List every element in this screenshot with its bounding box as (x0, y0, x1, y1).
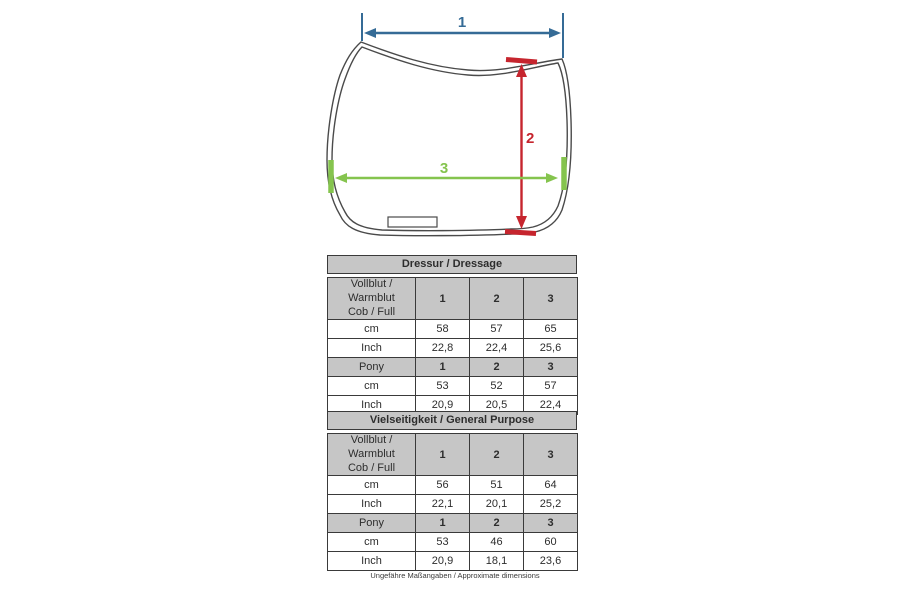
dimension-3-middle-width (331, 157, 564, 193)
row-header-pony: Pony (328, 358, 416, 377)
column-header-1: 1 (416, 278, 470, 320)
corner-line-2: Cob / Full (347, 305, 396, 318)
table-row (328, 377, 578, 396)
column-header-3: 3 (524, 514, 578, 533)
approximate-dimensions-note: Ungefähre Maßangaben / Approximate dimensions (370, 571, 540, 580)
general-purpose-size-table-block (327, 411, 577, 571)
dim2-arrowhead-down (516, 216, 527, 229)
dim1-arrowhead-left (364, 28, 376, 38)
value-cell: 57 (524, 377, 578, 396)
table-title-general-purpose: Vielseitigkeit / General Purpose (327, 411, 577, 430)
dressage-size-table-block (327, 255, 577, 415)
value-cell: 52 (470, 377, 524, 396)
column-header-3: 3 (524, 434, 578, 476)
value-cell: 22,4 (470, 339, 524, 358)
value-cell: 57 (470, 320, 524, 339)
saddle-pad-outline (327, 42, 571, 236)
pad-label-tag (388, 217, 437, 227)
table-row (328, 278, 578, 320)
value-cell: 64 (524, 476, 578, 495)
unit-cell: cm (328, 533, 416, 552)
dim1-label: 1 (457, 14, 467, 31)
unit-cell: cm (328, 320, 416, 339)
saddle-pad-dimension-diagram (0, 0, 900, 250)
value-cell: 46 (470, 533, 524, 552)
column-header-2: 2 (470, 514, 524, 533)
column-header-1: 1 (416, 434, 470, 476)
dim2-label: 2 (526, 130, 535, 147)
dimension-2-drop-height (505, 60, 537, 234)
pad-outline-outer (327, 42, 571, 236)
corner-line-1: Vollblut / Warmblut (348, 434, 395, 460)
column-header-3: 3 (524, 278, 578, 320)
value-cell: 60 (524, 533, 578, 552)
table-row (328, 320, 578, 339)
unit-cell: Inch (328, 552, 416, 571)
value-cell: 65 (524, 320, 578, 339)
table-row (328, 358, 578, 377)
corner-line-1: Vollblut / Warmblut (348, 278, 395, 304)
dim3-label: 3 (439, 160, 449, 177)
column-header-2: 2 (470, 434, 524, 476)
value-cell: 20,1 (470, 495, 524, 514)
unit-cell: cm (328, 377, 416, 396)
row-header-horse-sizes (328, 278, 416, 320)
table-row (328, 476, 578, 495)
column-header-2: 2 (470, 278, 524, 320)
column-header-3: 3 (524, 358, 578, 377)
column-header-1: 1 (416, 514, 470, 533)
table-row (328, 495, 578, 514)
unit-cell: Inch (328, 339, 416, 358)
dim2-top-cap (506, 60, 537, 63)
value-cell: 53 (416, 533, 470, 552)
dim3-arrowhead-left (335, 173, 347, 183)
value-cell: 22,8 (416, 339, 470, 358)
table-row (328, 434, 578, 476)
row-header-horse-sizes (328, 434, 416, 476)
table-row (328, 514, 578, 533)
value-cell: 20,9 (416, 396, 470, 415)
dimension-1-top-width (362, 13, 563, 58)
dim1-arrowhead-right (549, 28, 561, 38)
column-header-2: 2 (470, 358, 524, 377)
corner-line-2: Cob / Full (347, 461, 396, 474)
table-title-dressage: Dressur / Dressage (327, 255, 577, 274)
dim3-arrowhead-right (546, 173, 558, 183)
value-cell: 25,2 (524, 495, 578, 514)
value-cell: 56 (416, 476, 470, 495)
general-purpose-size-table (327, 433, 578, 571)
row-header-pony: Pony (328, 514, 416, 533)
value-cell: 22,4 (524, 396, 578, 415)
unit-cell: cm (328, 476, 416, 495)
value-cell: 22,1 (416, 495, 470, 514)
value-cell: 53 (416, 377, 470, 396)
dim2-bottom-cap (505, 232, 536, 234)
value-cell: 18,1 (470, 552, 524, 571)
dressage-size-table (327, 277, 578, 415)
value-cell: 23,6 (524, 552, 578, 571)
unit-cell: Inch (328, 495, 416, 514)
value-cell: 20,5 (470, 396, 524, 415)
value-cell: 51 (470, 476, 524, 495)
table-row (328, 533, 578, 552)
value-cell: 58 (416, 320, 470, 339)
column-header-1: 1 (416, 358, 470, 377)
value-cell: 20,9 (416, 552, 470, 571)
table-row (328, 552, 578, 571)
table-row (328, 339, 578, 358)
unit-cell: Inch (328, 396, 416, 415)
value-cell: 25,6 (524, 339, 578, 358)
